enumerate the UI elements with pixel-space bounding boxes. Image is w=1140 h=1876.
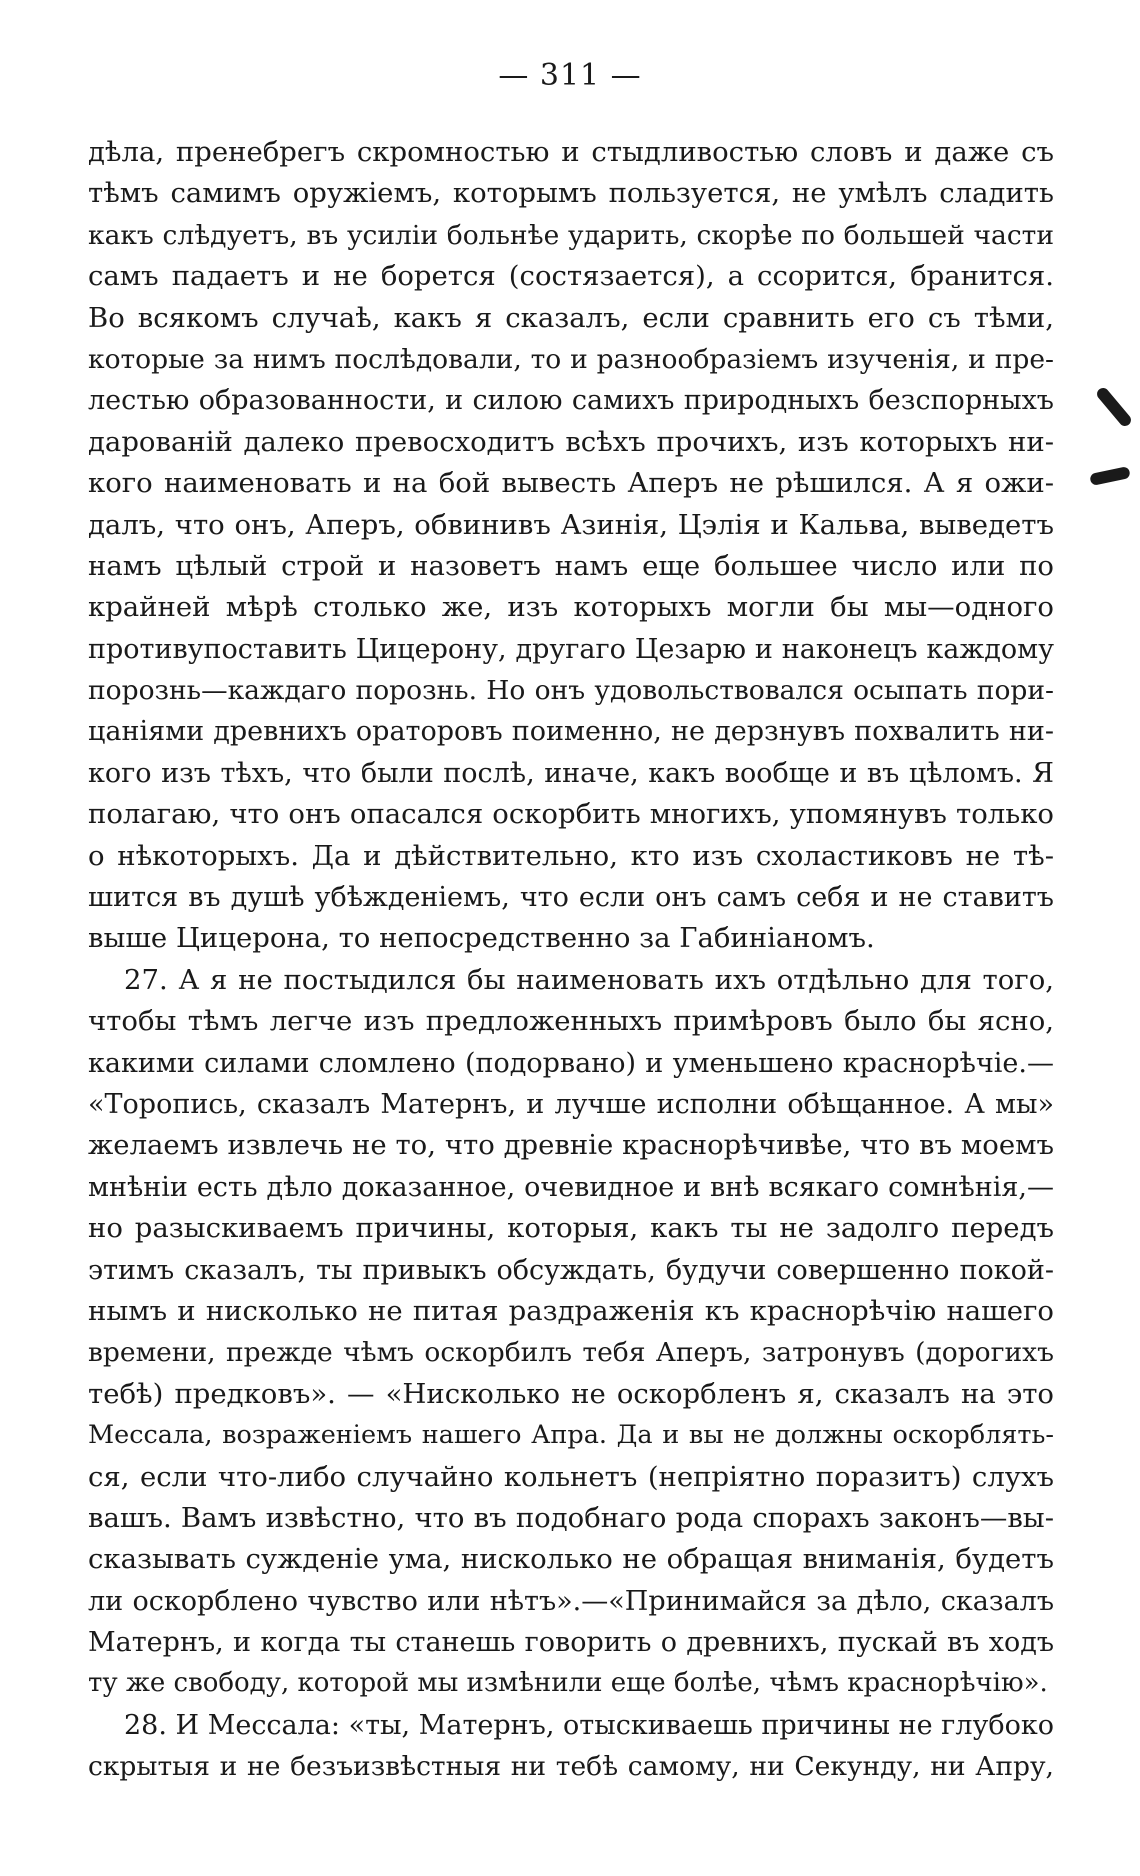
text-line: 27. А я не постыдился бы наименовать ихъ отдѣльно для того, bbox=[124, 963, 1054, 996]
text-line: ся, если что-либо случайно кольнетъ (непріятно поразитъ) слухъ bbox=[88, 1460, 1054, 1493]
text-line: шится въ душѣ убѣжденіемъ, что если онъ самъ себя и не ставитъ bbox=[88, 882, 1054, 914]
text-line: какими силами сломлено (подорвано) и уменьшено краснорѣчіе.— bbox=[88, 1047, 1054, 1079]
text-line: лестью образованности, и силою самихъ природныхъ безспорныхъ bbox=[88, 385, 1054, 417]
text-line: скрытыя и не безъизвѣстныя ни тебѣ самому, ни Секунду, ни Апру, bbox=[88, 1751, 1054, 1783]
text-line: Мессала, возраженіемъ нашего Апра. Да и вы не должны оскорблять- bbox=[88, 1420, 1054, 1451]
text-line: выше Цицерона, то непосредственно за Габиніаномъ. bbox=[88, 922, 875, 955]
text-line: времени, прежде чѣмъ оскорбилъ тебя Аперъ, затронувъ (дорогихъ bbox=[88, 1337, 1054, 1369]
body-text bbox=[88, 132, 1054, 1788]
text-line: самъ падаетъ и не борется (состязается), а ссорится, бранится. bbox=[88, 260, 1054, 293]
text-line: ли оскорблено чувство или нѣтъ».—«Принимайся за дѣло, сказалъ bbox=[88, 1585, 1054, 1617]
text-line: тебѣ) предковъ». — «Нисколько не оскорбленъ я, сказалъ на это bbox=[88, 1377, 1054, 1410]
text-line: цаніями древнихъ ораторовъ поименно, не дерзнувъ похвалить ни- bbox=[88, 716, 1054, 748]
ink-mark bbox=[1089, 466, 1131, 486]
text-line: какъ слѣдуетъ, въ усиліи больнѣе ударить, скорѣе по большей части bbox=[88, 219, 1054, 251]
text-line: мнѣніи есть дѣло доказанное, очевидное и внѣ всякаго сомнѣнія,— bbox=[88, 1171, 1054, 1203]
ink-mark bbox=[1095, 386, 1134, 429]
text-line: Матернъ, и когда ты станешь говорить о древнихъ, пускай въ ходъ bbox=[88, 1627, 1054, 1659]
text-line: кого изъ тѣхъ, что были послѣ, иначе, какъ вообще и въ цѣломъ. Я bbox=[88, 757, 1054, 789]
text-line: далъ, что онъ, Аперъ, обвинивъ Азинія, Цэлія и Кальва, выведетъ bbox=[88, 508, 1054, 541]
text-line: о нѣкоторыхъ. Да и дѣйствительно, кто изъ схоластиковъ не тѣ- bbox=[88, 839, 1054, 872]
text-line: нымъ и нисколько не питая раздраженія къ краснорѣчію нашего bbox=[88, 1294, 1054, 1327]
text-line: чтобы тѣмъ легче изъ предложенныхъ примѣровъ было бы ясно, bbox=[88, 1005, 1054, 1038]
text-line: крайней мѣрѣ столько же, изъ которыхъ могли бы мы—одного bbox=[88, 591, 1054, 624]
text-line: тѣмъ самимъ оружіемъ, которымъ пользуется, не умѣлъ сладить bbox=[88, 177, 1054, 210]
text-line: этимъ сказалъ, ты привыкъ обсуждать, будучи совершенно покой- bbox=[88, 1254, 1054, 1286]
text-line: кого наименовать и на бой вывесть Аперъ не рѣшился. А я ожи- bbox=[88, 467, 1054, 500]
text-line: желаемъ извлечь не то, что древніе краснорѣчивѣе, что въ моемъ bbox=[88, 1129, 1054, 1162]
text-line: Во всякомъ случаѣ, какъ я сказалъ, если сравнить его съ тѣми, bbox=[88, 301, 1054, 334]
text-line: намъ цѣлый строй и назоветъ намъ еще большее число или по bbox=[88, 549, 1054, 582]
text-line: полагаю, что онъ опасался оскорбить многихъ, упомянувъ только bbox=[88, 798, 1054, 831]
text-line: вашъ. Вамъ извѣстно, что въ подобнаго рода спорахъ законъ—вы- bbox=[88, 1501, 1054, 1534]
text-line: 28. И Мессала: «ты, Матернъ, отыскиваешь причины не глубоко bbox=[124, 1709, 1054, 1741]
text-line: «Торопись, сказалъ Матернъ, и лучше исполни обѣщанное. А мы» bbox=[88, 1088, 1054, 1120]
text-line: но разыскиваемъ причины, которыя, какъ ты не задолго передъ bbox=[88, 1212, 1054, 1245]
page-number: — 311 — bbox=[498, 58, 642, 93]
text-line: противупоставить Цицерону, другаго Цезарю и наконецъ каждому bbox=[88, 633, 1054, 665]
text-line: порознь—каждаго порознь. Но онъ удовольствовался осыпать пори- bbox=[88, 675, 1054, 707]
text-line: дарованій далеко превосходитъ всѣхъ прочихъ, изъ которыхъ ни- bbox=[88, 425, 1054, 458]
text-line: дѣла, пренебрегъ скромностью и стыдливостью словъ и даже съ bbox=[88, 136, 1054, 168]
text-line: ту же свободу, которой мы измѣнили еще болѣе, чѣмъ краснорѣчію». bbox=[88, 1668, 1048, 1699]
text-line: которые за нимъ послѣдовали, то и разнообразіемъ изученія, и пре- bbox=[88, 343, 1054, 375]
text-line: сказывать сужденіе ума, нисколько не обращая вниманія, будетъ bbox=[88, 1543, 1054, 1576]
